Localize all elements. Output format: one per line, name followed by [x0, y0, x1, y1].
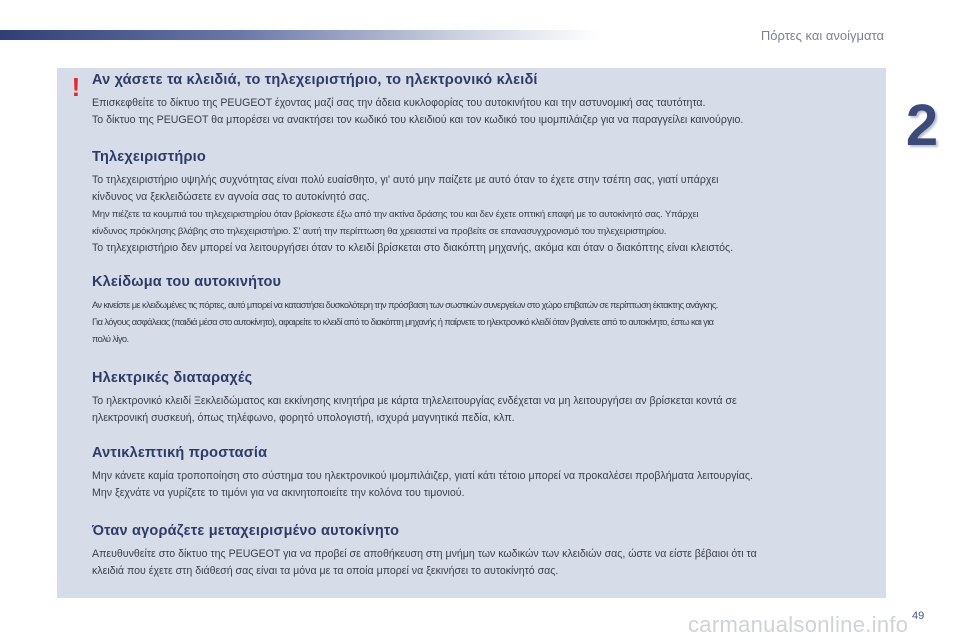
- paragraph-line: Το δίκτυο της PEUGEOT θα μπορέσει να ανακτήσει τον κωδικό του κλειδιού και τον κωδικό του ιμομπιλάιζερ για να παραγγείλει καινούργιο.: [92, 114, 744, 126]
- header-bar: [0, 30, 600, 40]
- paragraph-line: κίνδυνος να ξεκλειδώσετε εν αγνοία σας το αυτοκίνητό σας.: [92, 191, 370, 203]
- exclamation-mark-icon: !: [71, 72, 81, 102]
- paragraph-line: Μην πιέζετε τα κουμπιά του τηλεχειριστηρίου όταν βρίσκεστε έξω από την ακτίνα δράσης του και δεν έχετε οπτική επαφή με το αυτοκίνητό σας. Υπάρχει: [92, 209, 699, 220]
- section-anti-theft: [92, 445, 882, 502]
- page-header-title: Πόρτες και ανοίγματα: [760, 28, 884, 43]
- section-title: Αν χάσετε τα κλειδιά, το τηλεχειριστήριο, το ηλεκτρονικό κλειδί: [92, 72, 538, 88]
- section-lost-keys: [92, 72, 882, 129]
- paragraph-line: Το ηλεκτρονικό κλειδί Ξεκλειδώματος και εκκίνησης κινητήρα με κάρτα τηλελειτουργίας ενδέχεται να μη λειτουργήσει αν βρίσκεται κοντά σε: [92, 395, 737, 407]
- paragraph-line: κίνδυνος πρόκλησης βλάβης στο τηλεχειριστήριο. Σ' αυτή την περίπτωση θα χρειαστεί να προβείτε σε επανασυγχρονισμό του τηλεχειριστηρίου.: [92, 226, 667, 237]
- chapter-number: 2: [905, 93, 939, 158]
- section-title: Τηλεχειριστήριο: [92, 149, 206, 165]
- paragraph-line: Αν κινείστε με κλειδωμένες τις πόρτες, αυτό μπορεί να καταστήσει δυσκολότερη την πρόσβαση των σωστικών συνεργείων στο χώρο επιβατών σε περίπτωση έκτακτης ανάγκης.: [92, 300, 718, 310]
- section-title: Αντικλεπτική προστασία: [92, 445, 268, 461]
- paragraph-line: πολύ λίγο.: [92, 334, 129, 344]
- section-used-car: [92, 523, 882, 580]
- paragraph-line: Μην κάνετε καμία τροποποίηση στο σύστημα του ηλεκτρονικού ιμομπιλάιζερ, γιατί κάτι τέτοιο μπορεί να προκαλέσει προβλήματα λειτουργίας.: [92, 470, 753, 482]
- paragraph-line: Το τηλεχειριστήριο υψηλής συχνότητας είναι πολύ ευαίσθητο, γι' αυτό μην παίζετε με αυτό όταν το έχετε στην τσέπη σας, γιατί υπάρχει: [92, 174, 719, 186]
- section-remote-control: [92, 149, 882, 257]
- section-title: Ηλεκτρικές διαταραχές: [92, 370, 253, 386]
- paragraph-line: Απευθυνθείτε στο δίκτυο της PEUGEOT για να προβεί σε αποθήκευση στη μνήμη των κωδικών των κλειδιών σας, ώστε να είστε βέβαιοι ότι τα: [92, 548, 757, 560]
- section-car-locking: [92, 274, 882, 348]
- watermark: carmanualsonline.info: [688, 612, 909, 637]
- paragraph-line: Επισκεφθείτε το δίκτυο της PEUGEOT έχοντας μαζί σας την άδεια κυκλοφορίας του αυτοκινήτου και την αστυνομική σας ταυτότητα.: [92, 97, 706, 109]
- paragraph-line: Για λόγους ασφάλειας (παιδιά μέσα στο αυτοκίνητο), αφαιρείτε το κλειδί από το διακόπτη μηχανής ή παίρνετε το ηλεκτρονικό κλειδί όταν βγαίνετε από το αυτοκίνητο, έστω και για: [92, 317, 714, 327]
- section-electrical-interference: [92, 370, 882, 427]
- paragraph-line: Το τηλεχειριστήριο δεν μπορεί να λειτουργήσει όταν το κλειδί βρίσκεται στο διακόπτη μηχανής, ακόμα και όταν ο διακόπτης είναι κλειστός.: [92, 242, 734, 254]
- paragraph-line: Μην ξεχνάτε να γυρίζετε το τιμόνι για να ακινητοποιείτε την κολόνα του τιμονιού.: [92, 487, 465, 499]
- paragraph-line: κλειδιά που έχετε στη διάθεσή σας είναι τα μόνα με τα οποία μπορεί να ξεκινήσει το αυτοκίνητό σας.: [92, 565, 559, 577]
- paragraph-line: ηλεκτρονική συσκευή, όπως τηλέφωνο, φορητό υπολογιστή, ισχυρά μαγνητικά πεδία, κλπ.: [92, 412, 515, 424]
- page-number: 49: [912, 610, 925, 622]
- section-title: Όταν αγοράζετε μεταχειρισμένο αυτοκίνητο: [92, 523, 400, 539]
- section-title: Κλείδωμα του αυτοκινήτου: [92, 274, 282, 290]
